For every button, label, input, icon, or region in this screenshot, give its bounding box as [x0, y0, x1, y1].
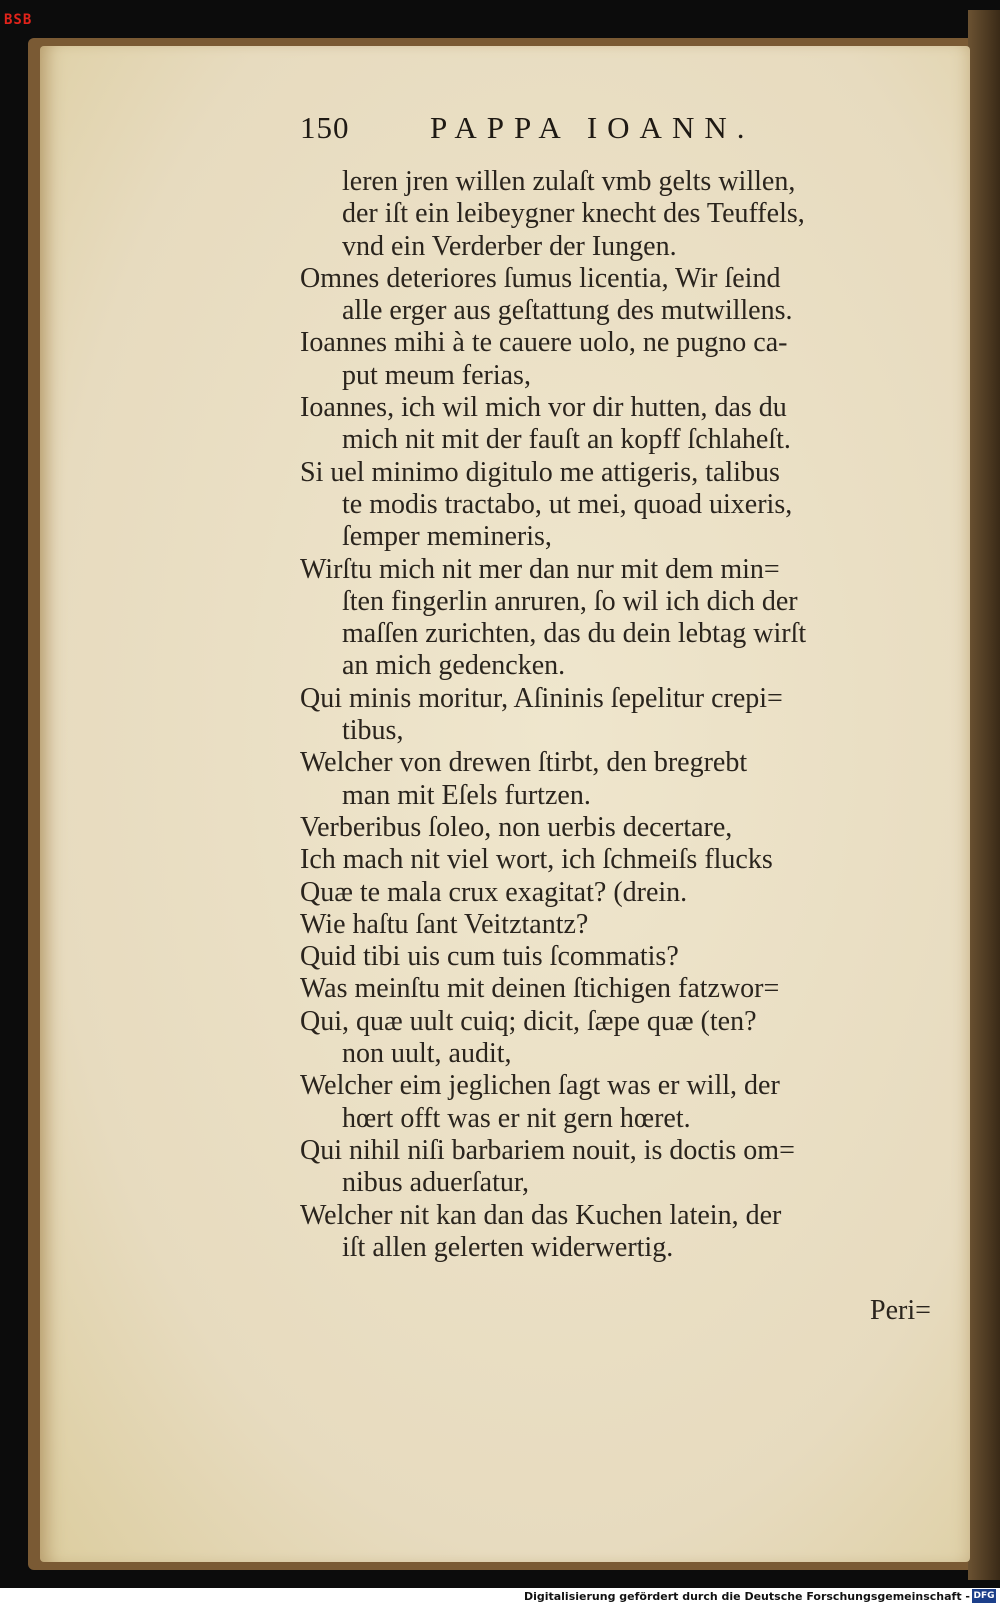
text-line: iſt allen gelerten widerwertig.	[342, 1231, 674, 1263]
text-line: Quæ te mala crux exagitat? (drein.	[300, 876, 688, 908]
text-line: put meum ferias,	[342, 359, 531, 391]
text-line: der iſt ein leibeygner knecht des Teuffels,	[342, 198, 805, 230]
catchword: Peri=	[870, 1295, 931, 1326]
book-spine-edge	[968, 10, 1000, 1580]
text-line: an mich gedencken.	[342, 650, 566, 682]
text-line: Ich mach nit viel wort, ich ſchmeiſs flucks	[300, 844, 773, 876]
text-line: Qui minis moritur, Aſininis ſepelitur crepi=	[300, 682, 783, 714]
text-line: nibus aduerſatur,	[342, 1167, 530, 1199]
text-line: tibus,	[342, 715, 404, 747]
text-line: Welcher von drewen ſtirbt, den bregrebt	[300, 747, 748, 779]
text-line: ſemper memineris,	[342, 521, 552, 553]
text-line: Qui nihil niſi barbariem nouit, is doctis om=	[300, 1134, 795, 1166]
text-line: maſſen zurichten, das du dein lebtag wirſt	[342, 618, 807, 650]
text-line: Welcher nit kan dan das Kuchen latein, der	[300, 1199, 782, 1231]
text-line: Verberibus ſoleo, non uerbis decertare,	[300, 811, 733, 843]
text-line: Omnes deteriores ſumus licentia, Wir ſeind	[300, 262, 781, 294]
text-line: Was meinſtu mit deinen ſtichigen fatzwor=	[300, 973, 780, 1005]
text-line: mich nit mit der fauſt an kopff ſchlaheſt.	[342, 424, 791, 456]
text-line: Quid tibi uis cum tuis ſcommatis?	[300, 941, 679, 973]
text-line: ſten fingerlin anruren, ſo wil ich dich der	[342, 585, 798, 617]
page-body-text	[300, 166, 950, 1264]
text-line: non uult, audit,	[342, 1038, 512, 1070]
footer-credit: Digitalisierung gefördert durch die Deutsche Forschungsgemeinschaft -	[523, 1590, 970, 1603]
dfg-logo: DFG	[973, 1591, 995, 1601]
running-title: PAPPA IOANN.	[430, 110, 755, 145]
text-line: Qui, quæ uult cuiq; dicit, ſæpe quæ (ten?	[300, 1005, 757, 1037]
text-line: vnd ein Verderber der Iungen.	[342, 230, 677, 262]
text-line: leren jren willen zulaſt vmb gelts willen,	[342, 166, 796, 197]
text-line: Welcher eim jeglichen ſagt was er will, der	[300, 1070, 780, 1102]
footer-bar	[0, 1588, 1000, 1606]
text-line: te modis tractabo, ut mei, quoad uixeris,	[342, 488, 793, 520]
page-header	[300, 110, 860, 150]
text-line: alle erger aus geſtattung des mutwillens.	[342, 295, 793, 327]
text-line: Ioannes, ich wil mich vor dir hutten, das du	[300, 392, 787, 424]
text-line: man mit Eſels furtzen.	[342, 779, 591, 811]
text-line: Ioannes mihi à te cauere uolo, ne pugno ca-	[300, 327, 788, 359]
page-number: 150	[300, 110, 350, 145]
bsb-logo: BSB	[4, 12, 33, 28]
text-line: Wie haſtu ſant Veitztantz?	[300, 908, 589, 940]
text-line: Wirſtu mich nit mer dan nur mit dem min=	[300, 553, 780, 585]
text-line: Si uel minimo digitulo me attigeris, talibus	[300, 456, 780, 488]
text-line: hœrt offt was er nit gern hœret.	[342, 1102, 691, 1134]
